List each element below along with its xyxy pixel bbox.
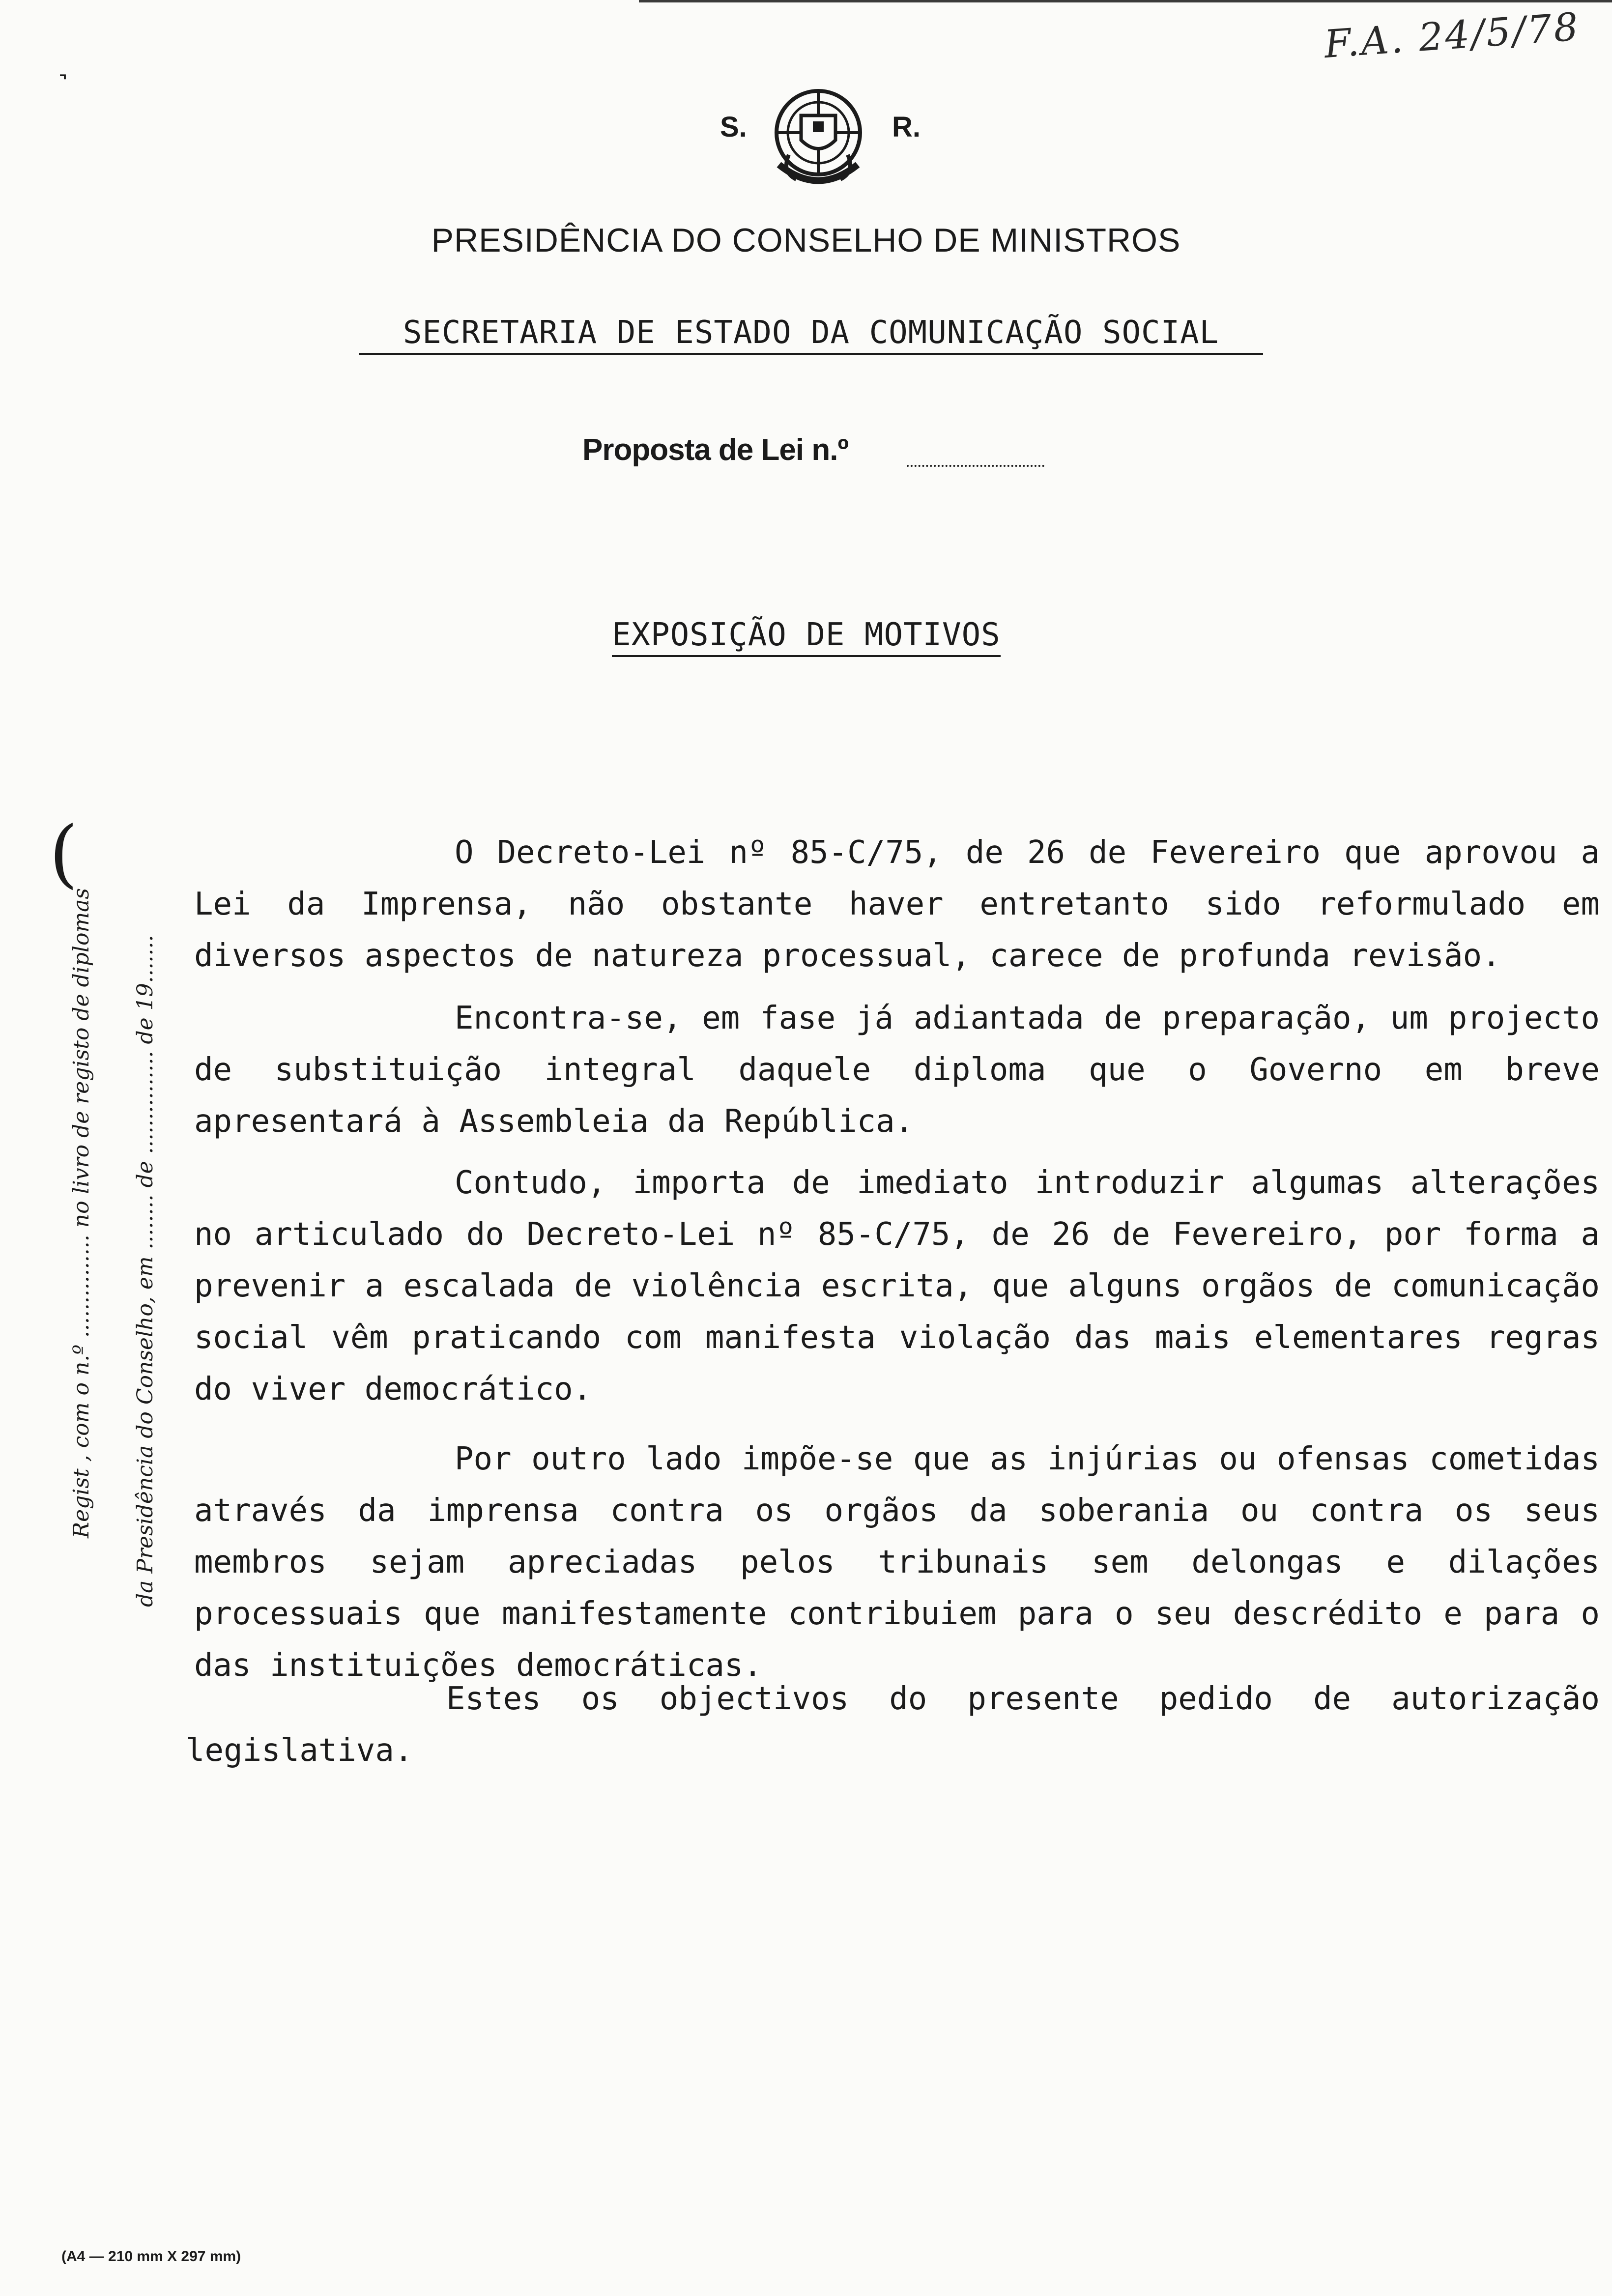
paper-size-footer: (A4 — 210 mm X 297 mm) [61, 2248, 241, 2265]
paragraph-1-text: O Decreto-Lei nº 85-C/75, de 26 de Fevereiro que aprovou a Lei da Imprensa, não obstante haver entretanto sido reformulado em diversos aspectos de natureza processual, carece de profunda revisão. [194, 834, 1600, 974]
paragraph-4 [194, 1434, 1600, 1692]
scan-edge-line [639, 0, 1612, 2]
republic-r-letter: R. [892, 111, 921, 143]
paragraph-3-text: Contudo, importa de imediato introduzir algumas alterações no articulado do Decreto-Lei nº 85-C/75, de 26 de Fevereiro, por forma a prevenir a escalada de violência escrita, que alguns orgãos de comunicação social vêm praticando com manifesta violação das mais elementares regras do viver democrático. [194, 1165, 1600, 1407]
presidency-heading: PRESIDÊNCIA DO CONSELHO DE MINISTROS [431, 222, 1181, 259]
section-title: EXPOSIÇÃO DE MOTIVOS [612, 617, 1001, 657]
handwritten-annotation: F.A. 24/5/78 [1323, 4, 1582, 67]
paragraph-3 [194, 1157, 1600, 1415]
paragraph-2-text: Encontra-se, em fase já adiantada de preparação, um projecto de substituição integral daquele diploma que o Governo em breve apresentará à Assembleia da República. [194, 1000, 1600, 1140]
proposal-label: Proposta de Lei n.º [582, 433, 849, 467]
paragraph-4-text: Por outro lado impõe-se que as injúrias ou ofensas cometidas através da imprensa contra os orgãos da soberania ou contra os seus membros sejam apreciadas pelos tribunais sem delongas e dilações processuais que manifestamente contribuiem para o seu descrédito e para o das instituições democráticas. [194, 1441, 1600, 1684]
proposal-number-blank [907, 465, 1044, 467]
paragraph-2 [194, 993, 1600, 1148]
margin-registry-note-2: da Presidência do Conselho, em ........ de ............... de 19....... [133, 935, 158, 1607]
republic-s-letter: S. [720, 111, 747, 143]
margin-bracket: ( [49, 811, 78, 896]
secretariat-heading: SECRETARIA DE ESTADO DA COMUNICAÇÃO SOCIAL [359, 315, 1263, 355]
margin-registry-note-1: Regist , com o n.º ............... no livro de registo de diplomas [69, 888, 94, 1538]
paragraph-5 [186, 1673, 1600, 1777]
paragraph-5-text: Estes os objectivos do presente pedido de autorização legislativa. [186, 1681, 1600, 1769]
paragraph-1 [194, 827, 1600, 982]
corner-scan-mark: ˺ [58, 69, 68, 103]
coat-of-arms-emblem [762, 81, 875, 199]
